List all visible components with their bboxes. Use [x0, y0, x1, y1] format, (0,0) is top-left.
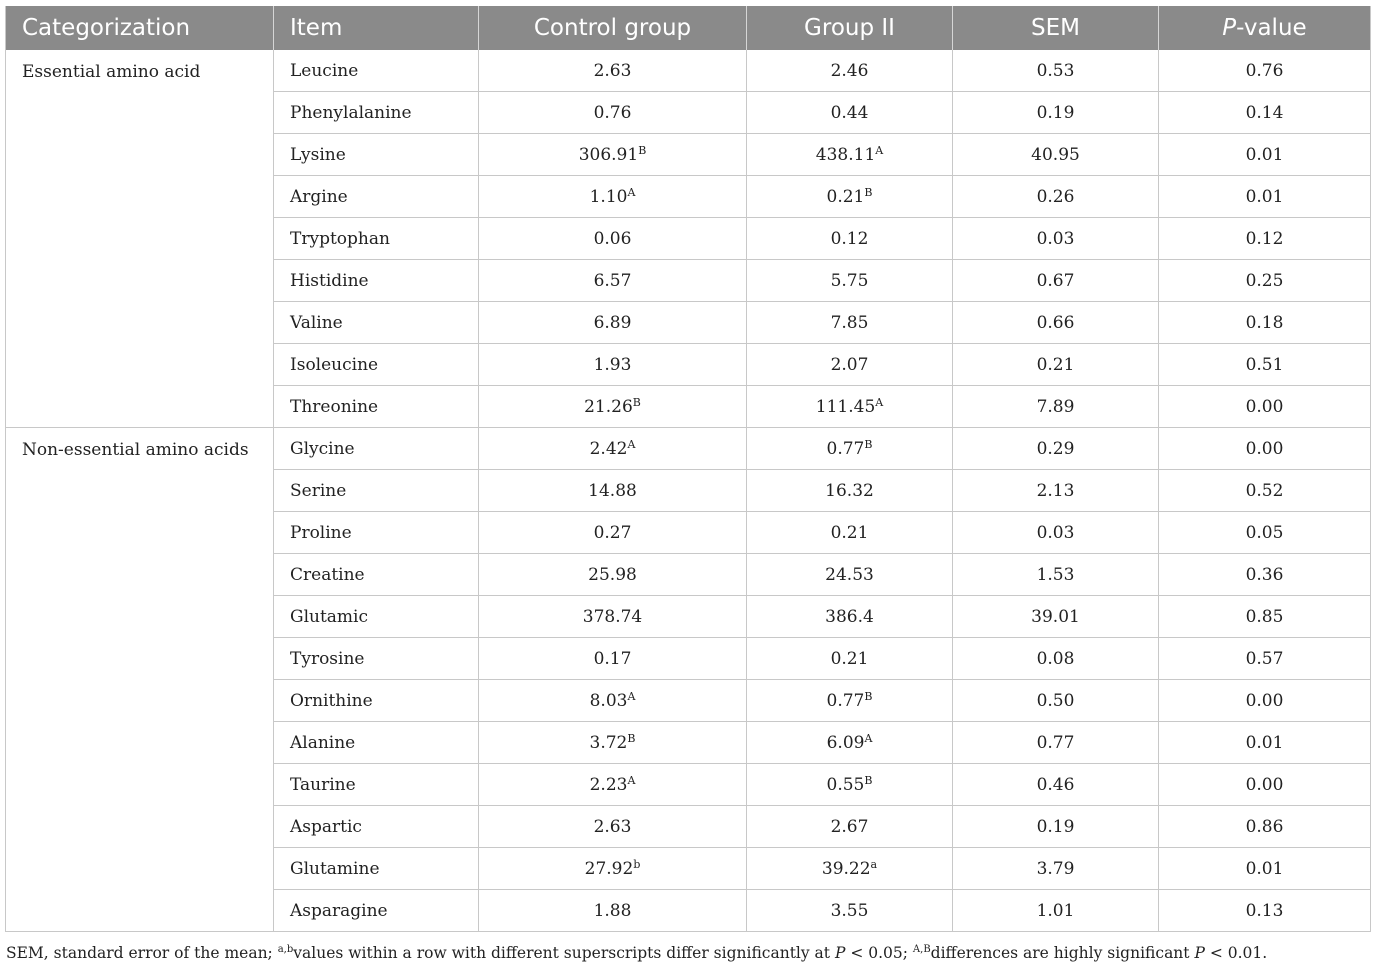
sem-cell: 0.19 — [953, 92, 1159, 134]
item-cell: Leucine — [274, 50, 479, 92]
control-value-cell — [479, 680, 747, 722]
p-value-cell: 0.57 — [1159, 638, 1371, 680]
p-value-cell: 0.05 — [1159, 512, 1371, 554]
significance-superscript: A — [627, 773, 636, 787]
header-categorization: Categorization — [6, 6, 274, 50]
group-ii-value-cell — [747, 260, 953, 302]
sem-cell: 3.79 — [953, 848, 1159, 890]
item-cell: Aspartic — [274, 806, 479, 848]
p-value-cell: 0.13 — [1159, 890, 1371, 932]
control-value-cell — [479, 806, 747, 848]
group-ii-value: 2.67 — [830, 816, 869, 837]
p-value-cell: 0.14 — [1159, 92, 1371, 134]
control-value-cell — [479, 134, 747, 176]
sem-cell: 0.21 — [953, 344, 1159, 386]
group-ii-value-cell — [747, 92, 953, 134]
p-value-cell: 0.51 — [1159, 344, 1371, 386]
control-value: 306.91 — [578, 144, 639, 165]
item-cell: Ornithine — [274, 680, 479, 722]
control-value: 1.88 — [593, 900, 632, 921]
control-value-cell — [479, 890, 747, 932]
sem-cell: 0.26 — [953, 176, 1159, 218]
control-value-cell — [479, 764, 747, 806]
control-value: 3.72 — [589, 732, 628, 753]
sem-cell: 0.46 — [953, 764, 1159, 806]
item-cell: Threonine — [274, 386, 479, 428]
significance-superscript: B — [864, 689, 873, 703]
header-p-letter: P — [1222, 15, 1237, 41]
control-value: 14.88 — [588, 480, 637, 501]
significance-superscript: a — [870, 857, 878, 871]
p-value-cell: 0.86 — [1159, 806, 1371, 848]
group-ii-value-cell — [747, 218, 953, 260]
group-ii-value-cell — [747, 386, 953, 428]
group-ii-value: 0.77 — [826, 690, 865, 711]
p-value-cell: 0.36 — [1159, 554, 1371, 596]
group-ii-value: 0.77 — [826, 438, 865, 459]
group-ii-value: 6.09 — [826, 732, 865, 753]
control-value-cell — [479, 176, 747, 218]
control-value: 0.27 — [593, 522, 632, 543]
control-value: 378.74 — [582, 606, 643, 627]
table-body — [6, 50, 1371, 932]
item-cell: Proline — [274, 512, 479, 554]
group-ii-value: 24.53 — [825, 564, 874, 585]
group-ii-value: 0.55 — [826, 774, 865, 795]
sem-cell: 1.01 — [953, 890, 1159, 932]
group-ii-value: 111.45 — [815, 396, 876, 417]
significance-superscript: A — [627, 185, 636, 199]
header-group-ii: Group II — [747, 6, 953, 50]
significance-superscript: B — [638, 143, 647, 157]
control-value-cell — [479, 50, 747, 92]
sem-cell: 1.53 — [953, 554, 1159, 596]
item-cell: Asparagine — [274, 890, 479, 932]
item-cell: Serine — [274, 470, 479, 512]
group-ii-value: 0.44 — [830, 102, 869, 123]
item-cell: Glycine — [274, 428, 479, 470]
control-value-cell — [479, 596, 747, 638]
group-ii-value: 16.32 — [825, 480, 874, 501]
control-value: 1.93 — [593, 354, 632, 375]
p-value-cell: 0.00 — [1159, 386, 1371, 428]
group-ii-value-cell — [747, 470, 953, 512]
control-value-cell — [479, 470, 747, 512]
header-p-suffix: -value — [1236, 15, 1307, 41]
control-value: 2.23 — [589, 774, 628, 795]
sem-cell: 0.03 — [953, 218, 1159, 260]
item-cell: Creatine — [274, 554, 479, 596]
control-value-cell — [479, 302, 747, 344]
group-ii-value: 0.21 — [826, 186, 865, 207]
significance-superscript: A — [875, 395, 884, 409]
group-ii-value: 2.46 — [830, 60, 869, 81]
sem-cell: 0.50 — [953, 680, 1159, 722]
category-cell: Essential amino acid — [6, 50, 274, 428]
footnote-sup-uppercase: A,B — [912, 944, 931, 955]
group-ii-value-cell — [747, 512, 953, 554]
item-cell: Alanine — [274, 722, 479, 764]
control-value: 8.03 — [589, 690, 628, 711]
significance-superscript: B — [632, 395, 641, 409]
significance-superscript: B — [864, 773, 873, 787]
sem-cell: 0.19 — [953, 806, 1159, 848]
significance-superscript: A — [864, 731, 873, 745]
group-ii-value: 0.12 — [830, 228, 869, 249]
footnote-text-1: SEM, standard error of the mean; — [6, 944, 278, 962]
p-value-cell: 0.01 — [1159, 134, 1371, 176]
group-ii-value: 39.22 — [821, 858, 871, 879]
p-value-cell: 0.25 — [1159, 260, 1371, 302]
control-value: 21.26 — [584, 396, 633, 417]
group-ii-value-cell — [747, 176, 953, 218]
group-ii-value: 0.21 — [830, 522, 869, 543]
amino-acid-table — [5, 6, 1371, 932]
sem-cell: 39.01 — [953, 596, 1159, 638]
group-ii-value-cell — [747, 680, 953, 722]
group-ii-value-cell — [747, 638, 953, 680]
item-cell: Lysine — [274, 134, 479, 176]
control-value-cell — [479, 512, 747, 554]
sem-cell: 0.08 — [953, 638, 1159, 680]
item-cell: Glutamic — [274, 596, 479, 638]
significance-superscript: A — [627, 689, 636, 703]
control-value-cell — [479, 92, 747, 134]
item-cell: Valine — [274, 302, 479, 344]
control-value: 0.06 — [593, 228, 632, 249]
group-ii-value: 2.07 — [830, 354, 869, 375]
group-ii-value-cell — [747, 722, 953, 764]
control-value: 0.17 — [593, 648, 632, 669]
group-ii-value: 5.75 — [830, 270, 869, 291]
p-value-cell: 0.01 — [1159, 176, 1371, 218]
control-value-cell — [479, 344, 747, 386]
control-value-cell — [479, 722, 747, 764]
sem-cell: 0.53 — [953, 50, 1159, 92]
item-cell: Histidine — [274, 260, 479, 302]
group-ii-value-cell — [747, 344, 953, 386]
group-ii-value: 386.4 — [825, 606, 874, 627]
p-value-cell: 0.76 — [1159, 50, 1371, 92]
sem-cell: 0.03 — [953, 512, 1159, 554]
header-item: Item — [274, 6, 479, 50]
group-ii-value-cell — [747, 890, 953, 932]
group-ii-value-cell — [747, 848, 953, 890]
group-ii-value-cell — [747, 134, 953, 176]
significance-superscript: A — [875, 143, 884, 157]
control-value: 6.89 — [593, 312, 632, 333]
significance-superscript: A — [627, 437, 636, 451]
sem-cell: 2.13 — [953, 470, 1159, 512]
sem-cell: 40.95 — [953, 134, 1159, 176]
significance-superscript: B — [627, 731, 636, 745]
item-cell: Argine — [274, 176, 479, 218]
p-value-cell: 0.18 — [1159, 302, 1371, 344]
control-value: 0.76 — [593, 102, 632, 123]
significance-superscript: B — [864, 185, 873, 199]
group-ii-value-cell — [747, 596, 953, 638]
group-ii-value: 0.21 — [830, 648, 869, 669]
p-value-cell: 0.00 — [1159, 428, 1371, 470]
control-value: 6.57 — [593, 270, 632, 291]
footnote-p-2: P — [1194, 944, 1205, 962]
control-value-cell — [479, 386, 747, 428]
group-ii-value-cell — [747, 806, 953, 848]
significance-superscript: B — [864, 437, 873, 451]
control-value-cell — [479, 428, 747, 470]
control-value: 25.98 — [588, 564, 637, 585]
control-value: 2.42 — [589, 438, 628, 459]
header-p-value — [1159, 6, 1371, 50]
control-value-cell — [479, 218, 747, 260]
footnote-text-4: differences are highly significant — [930, 944, 1195, 962]
table-row — [6, 50, 1371, 92]
table-row — [6, 428, 1371, 470]
group-ii-value-cell — [747, 50, 953, 92]
group-ii-value: 7.85 — [830, 312, 869, 333]
p-value-cell: 0.85 — [1159, 596, 1371, 638]
header-sem: SEM — [953, 6, 1159, 50]
group-ii-value: 438.11 — [815, 144, 876, 165]
item-cell: Tyrosine — [274, 638, 479, 680]
control-value: 2.63 — [593, 60, 632, 81]
sem-cell: 0.77 — [953, 722, 1159, 764]
item-cell: Glutamine — [274, 848, 479, 890]
table-footnote — [6, 944, 1371, 962]
header-row — [6, 6, 1371, 50]
significance-superscript: b — [633, 857, 641, 871]
header-control-group: Control group — [479, 6, 747, 50]
sem-cell: 0.66 — [953, 302, 1159, 344]
control-value-cell — [479, 638, 747, 680]
control-value-cell — [479, 848, 747, 890]
category-cell: Non-essential amino acids — [6, 428, 274, 932]
group-ii-value-cell — [747, 428, 953, 470]
sem-cell: 0.67 — [953, 260, 1159, 302]
p-value-cell: 0.01 — [1159, 722, 1371, 764]
footnote-text-5: < 0.01. — [1204, 944, 1268, 962]
item-cell: Phenylalanine — [274, 92, 479, 134]
footnote-p-1: P — [834, 944, 846, 962]
p-value-cell: 0.52 — [1159, 470, 1371, 512]
control-value: 2.63 — [593, 816, 632, 837]
p-value-cell: 0.00 — [1159, 680, 1371, 722]
control-value-cell — [479, 554, 747, 596]
footnote-text-2: values within a row with different superscripts differ significantly at — [293, 944, 835, 962]
sem-cell: 0.29 — [953, 428, 1159, 470]
sem-cell: 7.89 — [953, 386, 1159, 428]
group-ii-value-cell — [747, 554, 953, 596]
p-value-cell: 0.00 — [1159, 764, 1371, 806]
group-ii-value-cell — [747, 764, 953, 806]
item-cell: Tryptophan — [274, 218, 479, 260]
control-value: 27.92 — [584, 858, 634, 879]
footnote-sup-lowercase: a,b — [277, 944, 294, 955]
group-ii-value: 3.55 — [830, 900, 869, 921]
control-value-cell — [479, 260, 747, 302]
group-ii-value-cell — [747, 302, 953, 344]
footnote-text-3: < 0.05; — [845, 944, 913, 962]
item-cell: Isoleucine — [274, 344, 479, 386]
control-value: 1.10 — [589, 186, 628, 207]
item-cell: Taurine — [274, 764, 479, 806]
p-value-cell: 0.12 — [1159, 218, 1371, 260]
p-value-cell: 0.01 — [1159, 848, 1371, 890]
